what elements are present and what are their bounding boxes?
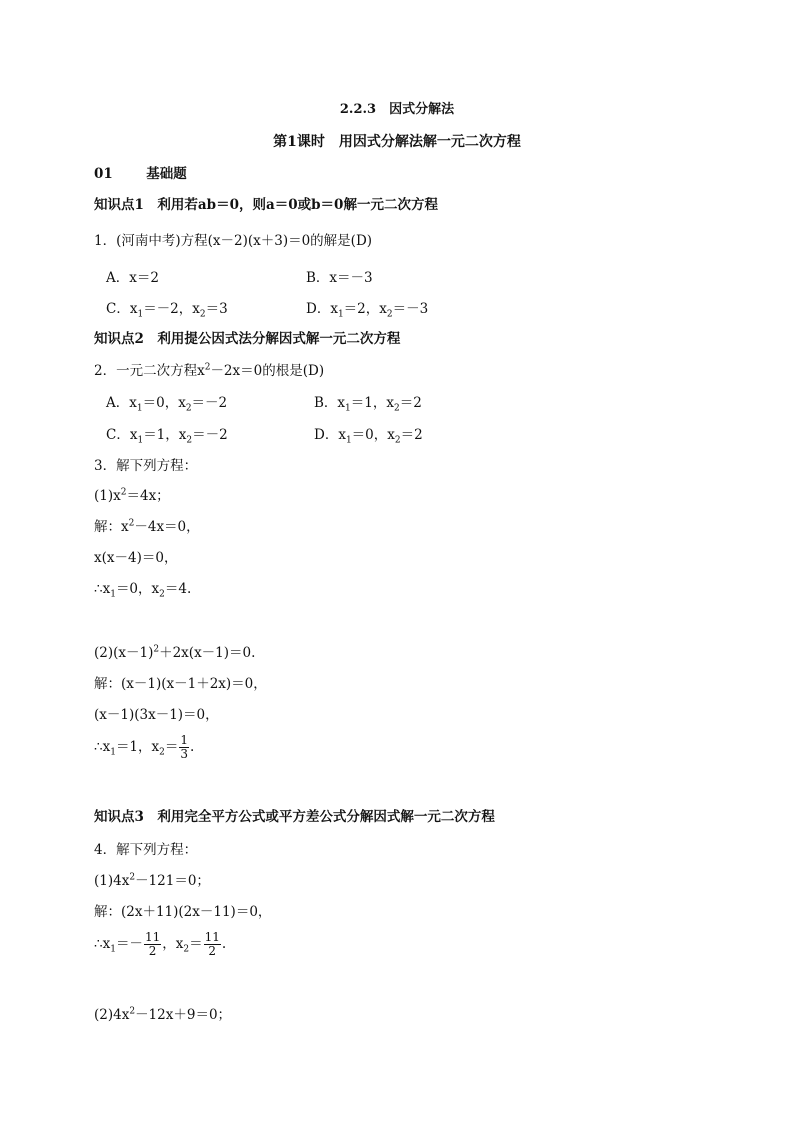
q4-part-2: $(2)4x^2-12x+9=0$； <box>94 1006 232 1023</box>
q2-option-c: C．$x_1=1$，$x_2=-2$ <box>106 427 228 446</box>
q2-option-a: A．$x_1=0$，$x_2=-2$ <box>106 395 228 414</box>
lesson-title: 第1课时 用因式分解法解一元二次方程 <box>273 134 521 150</box>
q1-option-d: D．$x_1=2$，$x_2=-3$ <box>306 301 429 320</box>
q3-solution-1-line-2: x(x－4)＝0， <box>94 550 178 566</box>
fraction-eleven-halves-1: $\frac{11}{2}$ <box>144 930 161 958</box>
fraction-one-third: $\frac{1}{3}$ <box>180 733 189 761</box>
q2-option-b: B．$x_1=1$，$x_2=2$ <box>314 395 422 414</box>
question-3-stem: 3．解下列方程： <box>94 458 198 474</box>
knowledge-point-1: 知识点1 利用若ab＝0，则a＝0或b＝0解一元二次方程 <box>94 197 438 213</box>
q3-part-2: $(2)(x-1)^2+2x(x-1)=0$. <box>94 644 256 661</box>
q3-solution-2-line-3: $\therefore x_1=1$，$x_2=$ $\frac{1}{3}$ . <box>94 733 195 761</box>
section-name: 基础题 <box>146 166 187 182</box>
q3-solution-2-line-2: (x－1)(3x－1)＝0， <box>94 707 219 723</box>
q4-solution-1-line-1: 解：(2x＋11)(2x－11)＝0， <box>94 904 272 920</box>
question-2-stem: 2．一元二次方程$x^2-2x=0$的根是(D) <box>94 362 325 379</box>
q2-option-d: D．$x_1=0$，$x_2=2$ <box>314 427 423 446</box>
q1-option-c: C．$x_1=-2$，$x_2=3$ <box>106 301 228 320</box>
knowledge-point-3: 知识点3 利用完全平方公式或平方差公式分解因式解一元二次方程 <box>94 809 495 825</box>
section-title: 2.2.3 因式分解法 <box>339 102 455 117</box>
q1-option-a: A．x＝2 <box>106 270 159 286</box>
fraction-eleven-halves-2: $\frac{11}{2}$ <box>204 930 220 958</box>
q4-part-1: $(1)4x^2-121=0$； <box>94 872 210 889</box>
question-4-stem: 4．解下列方程： <box>94 842 198 858</box>
q4-solution-1-line-2: $\therefore x_1=-$ $\frac{11}{2}$ ，$x_2=$ $\frac{11}{2}$ . <box>94 930 227 958</box>
q3-solution-2-line-1: 解：(x－1)(x－1＋2x)＝0， <box>94 676 267 692</box>
q3-solution-1-line-3: $\therefore x_1=0$，$x_2=4$. <box>94 581 192 600</box>
q3-solution-1-line-1: 解：$x^2-4x=0$， <box>94 518 200 535</box>
q1-option-b: B．x＝－3 <box>306 270 373 286</box>
section-heading <box>94 165 187 183</box>
question-1-stem: 1．(河南中考)方程(x－2)(x＋3)＝0的解是(D) <box>94 233 373 249</box>
knowledge-point-2: 知识点2 利用提公因式法分解因式解一元二次方程 <box>94 331 401 347</box>
section-number: 01 <box>94 166 113 182</box>
q3-part-1: $(1)x^2=4x$； <box>94 487 170 504</box>
